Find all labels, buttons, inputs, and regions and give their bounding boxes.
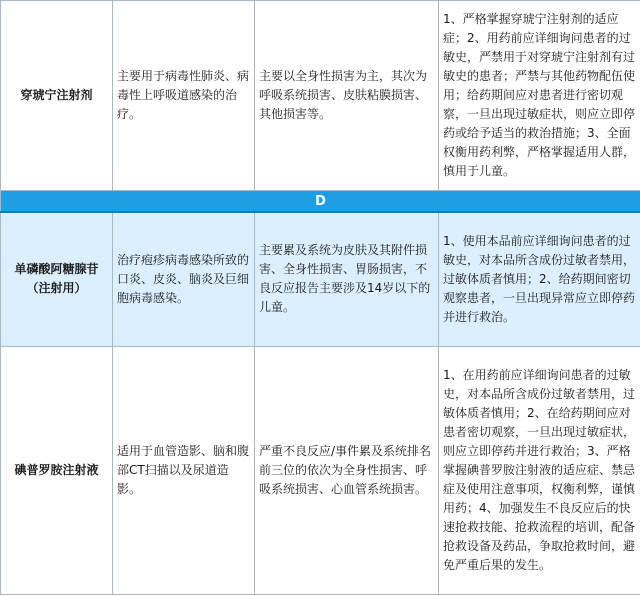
adverse-reaction-cell: 主要以全身性损害为主，其次为呼吸系统损害、皮肤粘膜损害、其他损害等。 [255,1,439,191]
section-header-d: D [1,191,640,213]
indication-cell: 主要用于病毒性肺炎、病毒性上呼吸道感染的治疗。 [113,1,255,191]
section-row [1,191,640,213]
drug-name-subtitle: （注射用） [5,279,108,298]
indication-cell: 适用于血管造影、脑和腹部CT扫描以及尿道造影。 [113,346,255,594]
table-row [1,346,640,594]
indication-cell: 治疗疱疹病毒感染所致的口炎、皮炎、脑炎及巨细胞病毒感染。 [113,212,255,346]
precautions-cell: 1、严格掌握穿琥宁注射剂的适应症；2、用药前应详细询问患者的过敏史，严禁用于对穿琥宁注射剂有过敏史的患者；严禁与其他药物配伍使用；给药期间应对患者进行密切观察，一旦出现过敏症状，则应立即停药或给予适当的救治措施；3、全面权衡用药利弊，严格掌握适用人群，慎用于儿童。 [439,1,640,191]
drug-name: 碘普罗胺注射液 [1,346,113,594]
table-row [1,212,640,346]
drug-name: 单磷酸阿糖腺苷 [5,260,108,279]
table-row [1,1,640,191]
adverse-reaction-cell: 主要累及系统为皮肤及其附件损害、全身性损害、胃肠损害，不良反应报告主要涉及14岁以下的儿童。 [255,212,439,346]
precautions-cell: 1、使用本品前应详细询问患者的过敏史，对本品所含成份过敏者禁用，过敏体质者慎用；2、给药期间密切观察患者，一旦出现异常应立即停药并进行救治。 [439,212,640,346]
precautions-cell: 1、在用药前应详细询问患者的过敏史，对本品所含成份过敏者禁用，过敏体质者慎用；2、在给药期间应对患者密切观察，一旦出现过敏症状，则应立即停药并进行救治；3、严格掌握碘普罗胺注射液的适应症、禁忌症及使用注意事项，权衡利弊，谨慎用药；4、加强发生不良反应后的快速抢救技能、抢救流程的培训，配备抢救设备及药品，争取抢救时间，避免严重后果的发生。 [439,346,640,594]
adverse-reaction-cell: 严重不良反应/事件累及系统排名前三位的依次为全身性损害、呼吸系统损害、心血管系统损害。 [255,346,439,594]
drug-name: 穿琥宁注射剂 [1,1,113,191]
drug-name-cell [1,212,113,346]
